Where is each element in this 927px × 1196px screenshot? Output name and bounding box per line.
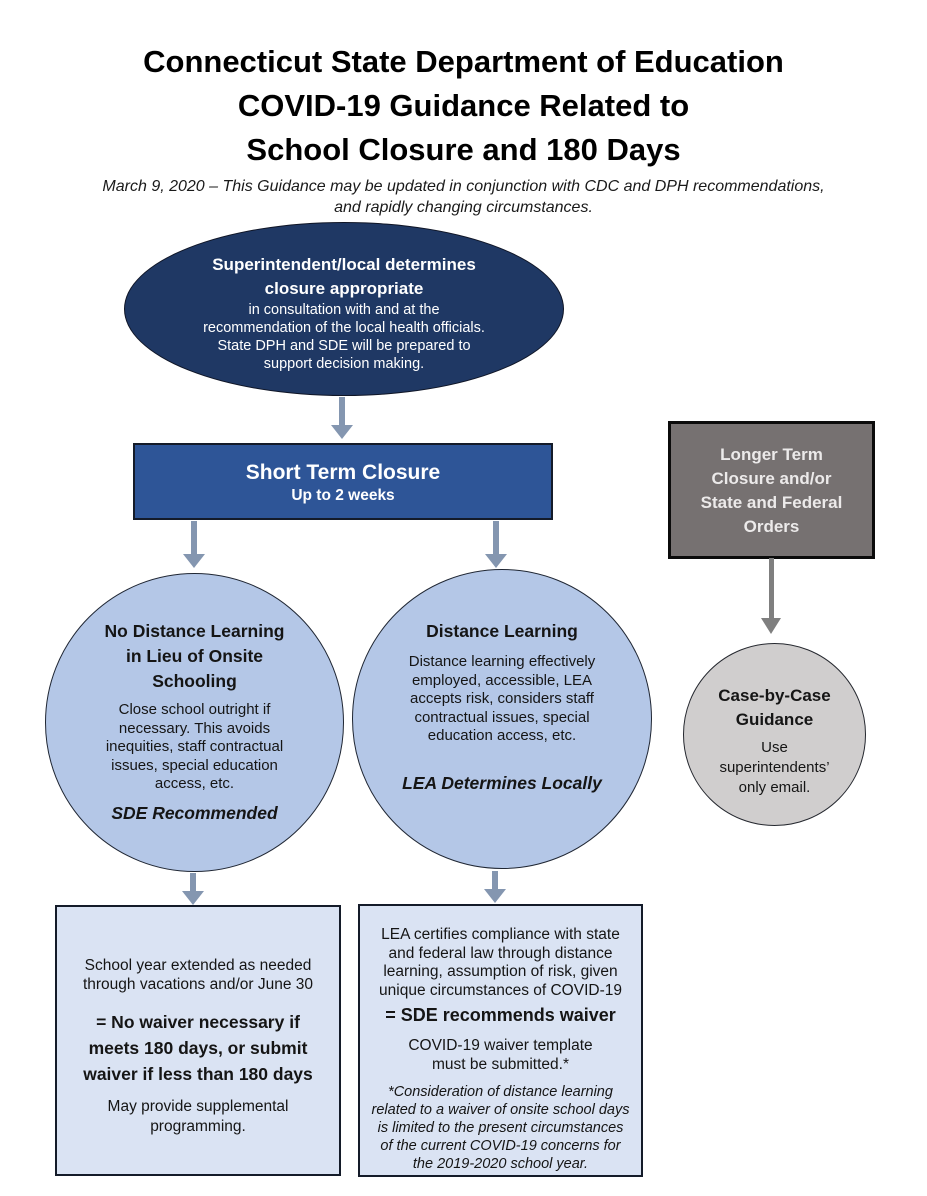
superintendent-determines-ellipse <box>124 222 564 396</box>
waiver-template-text: COVID-19 waiver template must be submitted.* <box>408 1037 593 1073</box>
distance-body: Distance learning effectively employed, accessible, LEA accepts risk, considers staff contractual issues, special education access, etc. <box>408 653 596 744</box>
arrow-shaft <box>191 521 197 554</box>
no-distance-body: Close school outright if necessary. This avoids inequities, staff contractual issues, special education access, etc. <box>105 701 284 792</box>
no-waiver-bold-text: = No waiver necessary if meets 180 days, or submit waiver if less than 180 days <box>83 1012 313 1084</box>
no-distance-learning-circle <box>45 573 344 872</box>
arrow-shaft <box>493 521 499 554</box>
case-by-case-circle <box>683 643 866 826</box>
arrow-down-icon <box>484 889 506 903</box>
arrow-short-term-to-distance <box>485 521 507 568</box>
distance-learning-circle <box>352 569 652 869</box>
short-term-subtitle: Up to 2 weeks <box>291 487 395 504</box>
distance-footer: LEA Determines Locally <box>402 772 602 793</box>
waiver-outcome-box <box>358 904 643 1177</box>
short-term-closure-box <box>133 443 553 520</box>
page-title: Connecticut State Department of Education COVID-19 Guidance Related to School Closure and 180 Days <box>143 44 784 167</box>
distance-heading: Distance Learning <box>426 621 578 641</box>
no-distance-heading: No Distance Learning in Lieu of Onsite Schooling <box>104 621 285 691</box>
waiver-footnote: *Consideration of distance learning related to a waiver of onsite school days is limited to the present circumstances of the current COVID-19 concerns for the 2019-2020 school year. <box>371 1084 630 1172</box>
arrow-ellipse-to-short-term <box>331 397 353 439</box>
ellipse-heading: Superintendent/local determines closure appropriate <box>212 255 476 298</box>
arrow-shaft <box>339 397 345 425</box>
arrow-down-icon <box>331 425 353 439</box>
arrow-down-icon <box>182 891 204 905</box>
arrow-distance-to-waiver-box <box>484 871 506 903</box>
arrow-shaft <box>190 873 196 891</box>
no-distance-footer: SDE Recommended <box>111 802 278 823</box>
arrow-shaft <box>769 558 774 618</box>
no-waiver-footer: May provide supplemental programming. <box>107 1098 289 1135</box>
arrow-down-icon <box>761 618 781 634</box>
arrow-longer-term-to-case-by-case <box>760 558 782 634</box>
arrow-shaft <box>492 871 498 889</box>
short-term-title: Short Term Closure <box>245 461 441 484</box>
waiver-body: LEA certifies compliance with state and federal law through distance learning, assumption of risk, given unique circumstances of COVID-19 <box>379 926 622 999</box>
arrow-down-icon <box>485 554 507 568</box>
waiver-bold-text: = SDE recommends waiver <box>385 1005 616 1025</box>
ellipse-body: in consultation with and at the recommendation of the local health officials. State DPH and SDE will be prepared to support decision making. <box>203 302 485 372</box>
no-waiver-outcome-box <box>55 905 341 1176</box>
longer-term-closure-box: Longer Term Closure and/or State and Federal Orders <box>668 421 875 559</box>
page-subtitle: March 9, 2020 – This Guidance may be updated in conjunction with CDC and DPH recommendations, and rapidly changing circumstances. <box>102 178 825 216</box>
case-by-case-heading: Case-by-Case Guidance <box>718 686 831 729</box>
arrow-no-distance-to-no-waiver-box <box>182 873 204 905</box>
case-by-case-body: Use superintendents’ only email. <box>719 739 830 796</box>
arrow-down-icon <box>183 554 205 568</box>
arrow-short-term-to-no-distance <box>183 521 205 568</box>
no-waiver-body: School year extended as needed through vacations and/or June 30 <box>82 957 314 993</box>
